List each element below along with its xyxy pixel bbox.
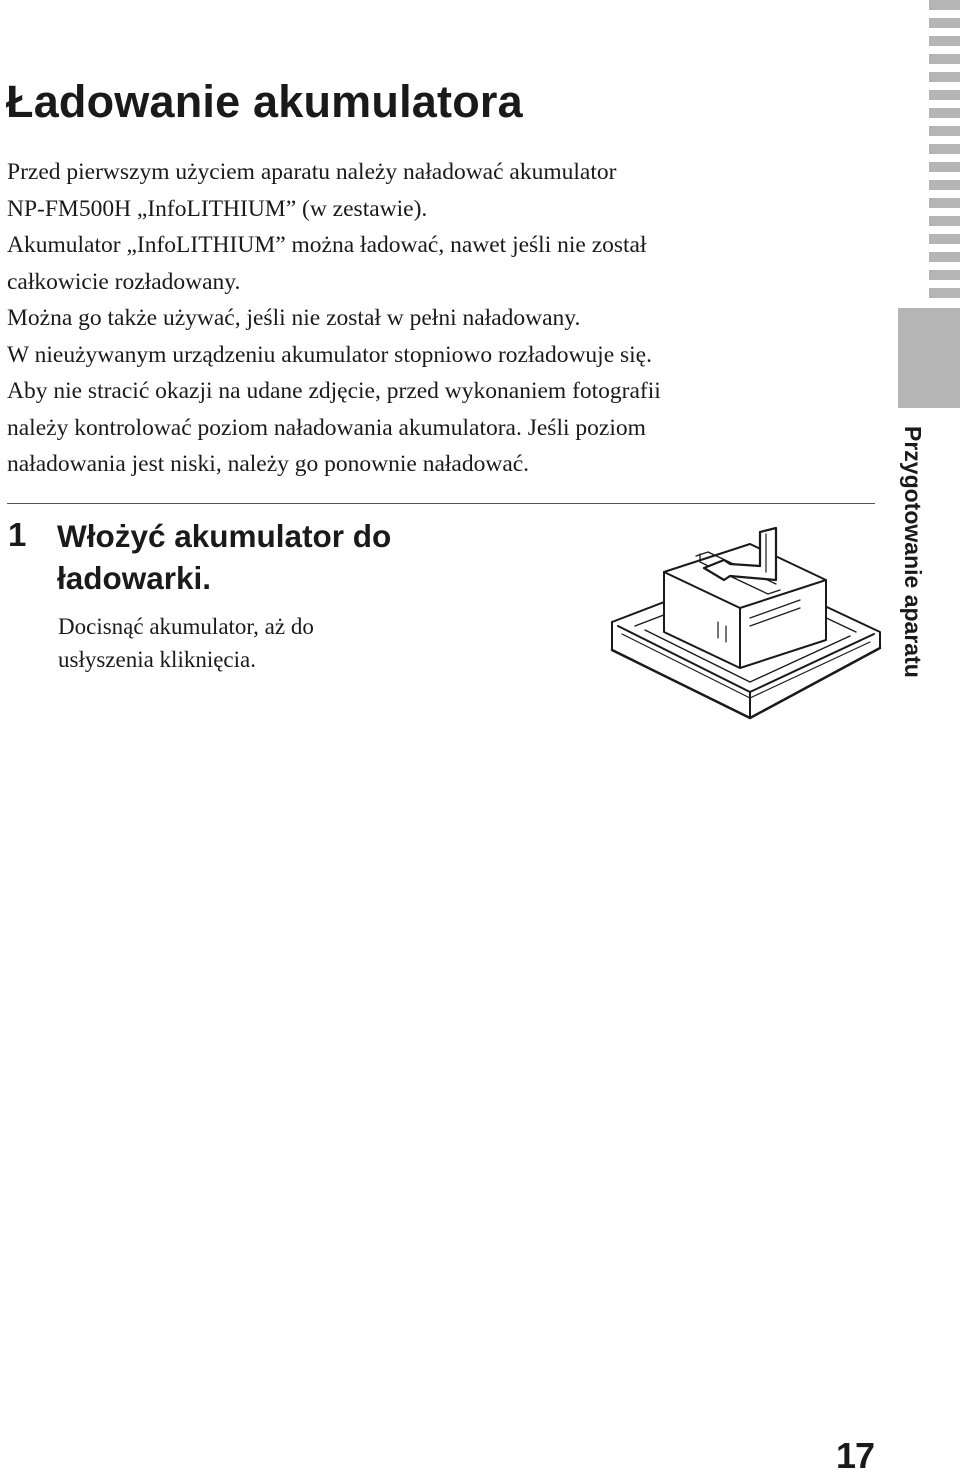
intro-line: Aby nie stracić okazji na udane zdjęcie, przed wykonaniem fotografii [7, 378, 661, 404]
section-tab-label: Przygotowanie aparatu [900, 426, 926, 678]
step-number: 1 [8, 516, 27, 553]
step-description [58, 610, 418, 676]
intro-line: Można go także używać, jeśli nie został w pełni naładowany. [7, 305, 581, 331]
intro-line: W nieużywanym urządzeniu akumulator stopniowo rozładowuje się. [7, 341, 652, 368]
step-description-line: Docisnąć akumulator, aż do [58, 614, 314, 639]
section-tab-marker [898, 308, 960, 408]
step-description-line: usłyszenia kliknięcia. [58, 647, 256, 672]
intro-line: Przed pierwszym użyciem aparatu należy naładować akumulator [7, 159, 617, 185]
intro-line: należy kontrolować poziom naładowania akumulatora. Jeśli poziom [7, 414, 646, 441]
section-divider [7, 503, 875, 504]
intro-line: NP-FM500H „InfoLITHIUM” (w zestawie). [7, 195, 428, 222]
intro-line: Akumulator „InfoLITHIUM” można ładować, nawet jeśli nie został [7, 232, 647, 258]
intro-line: naładowania jest niski, należy go ponownie naładować. [7, 451, 530, 477]
intro-line: całkowicie rozładowany. [7, 268, 241, 295]
step-title-line: Włożyć akumulator do [57, 518, 392, 554]
battery-charger-illustration [600, 522, 885, 727]
step-title [57, 515, 477, 599]
step-title-line: ładowarki. [57, 560, 212, 596]
intro-text [7, 154, 887, 483]
page-number: 17 [836, 1435, 875, 1476]
page-title: Ładowanie akumulatora [6, 76, 523, 127]
decorative-stripes [929, 0, 960, 300]
